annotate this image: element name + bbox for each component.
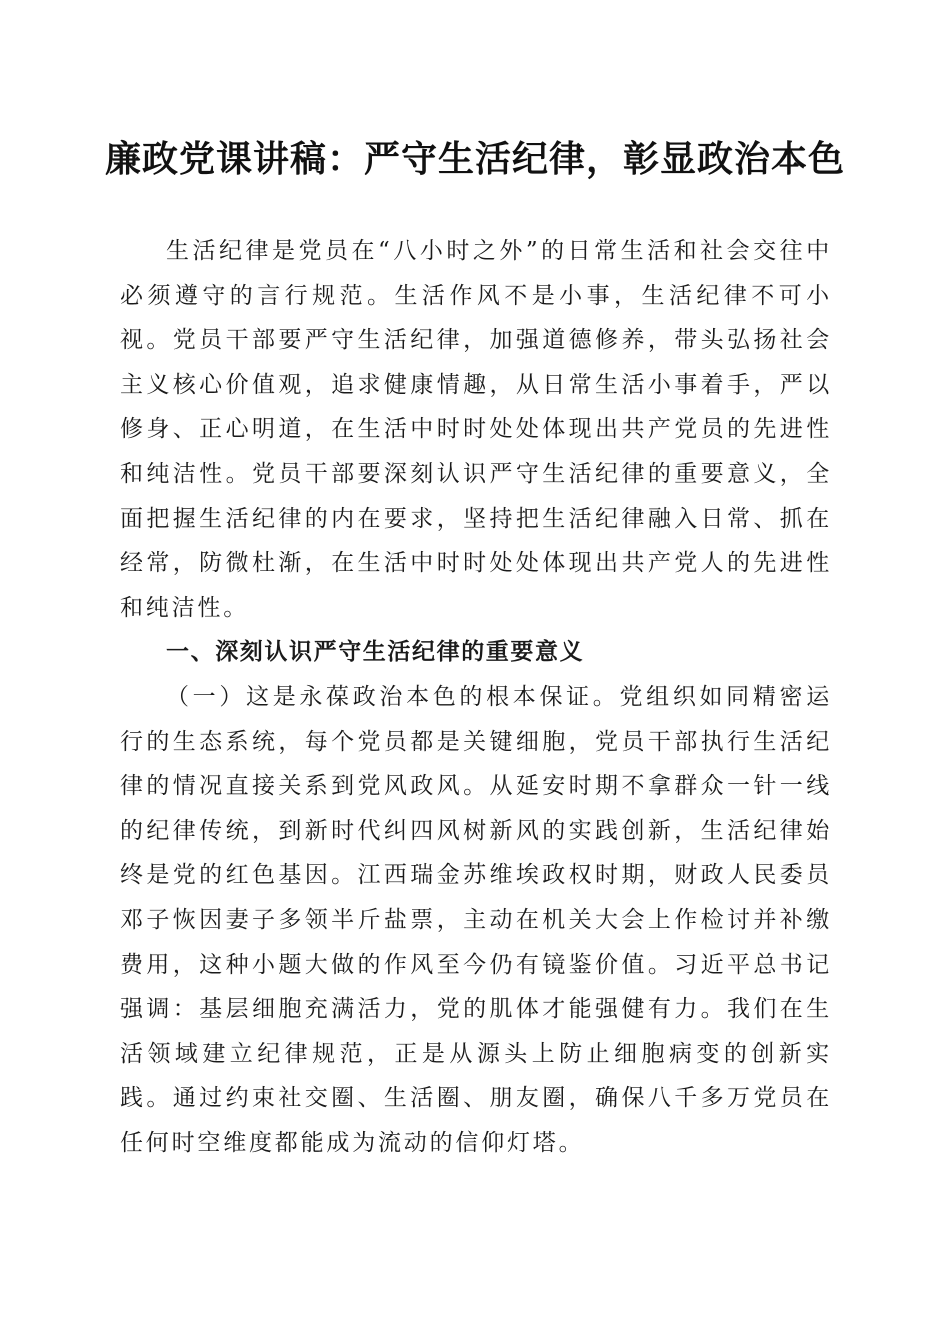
document-body xyxy=(120,229,832,1165)
subsection-body-1: 党组织如同精密运行的生态系统，每个党员都是关键细胞，党员干部执行生活纪律的情况直接关系到党风政风。从延安时期不拿群众一针一线的纪律传统，到新时代纠四风树新风的实践创新，生活纪律始终是党的红色基因。江西瑞金苏维埃政权时期，财政人民委员邓子恢因妻子多领半斤盐票，主动在机关大会上作检讨并补缴费用，这种小题大做的作风至今仍有镜鉴价值。习近平总书记强调：基层细胞充满活力，党的肌体才能强健有力。我们在生活领域建立纪律规范，正是从源头上防止细胞病变的创新实践。通过约束社交圈、生活圈、朋友圈，确保八千多万党员在任何时空维度都能成为流动的信仰灯塔。 xyxy=(120,683,832,1156)
section-heading-1: 一、深刻认识严守生活纪律的重要意义 xyxy=(166,639,585,666)
document-title: 廉政党课讲稿：严守生活纪律，彰显政治本色 xyxy=(104,138,845,180)
subsection-paragraph-1 xyxy=(120,675,832,1166)
subsection-lead-1: （一）这是永葆政治本色的根本保证。 xyxy=(166,683,620,710)
intro-paragraph: 生活纪律是党员在“八小时之外”的日常生活和社会交往中必须遵守的言行规范。生活作风不是小事，生活纪律不可小视。党员干部要严守生活纪律，加强道德修养，带头弘扬社会主义核心价值观，追求健康情趣，从日常生活小事着手，严以修身、正心明道，在生活中时时处处体现出共产党员的先进性和纯洁性。党员干部要深刻认识严守生活纪律的重要意义，全面把握生活纪律的内在要求，坚持把生活纪律融入日常、抓在经常，防微杜渐，在生活中时时处处体现出共产党人的先进性和纯洁性。 xyxy=(120,238,832,621)
